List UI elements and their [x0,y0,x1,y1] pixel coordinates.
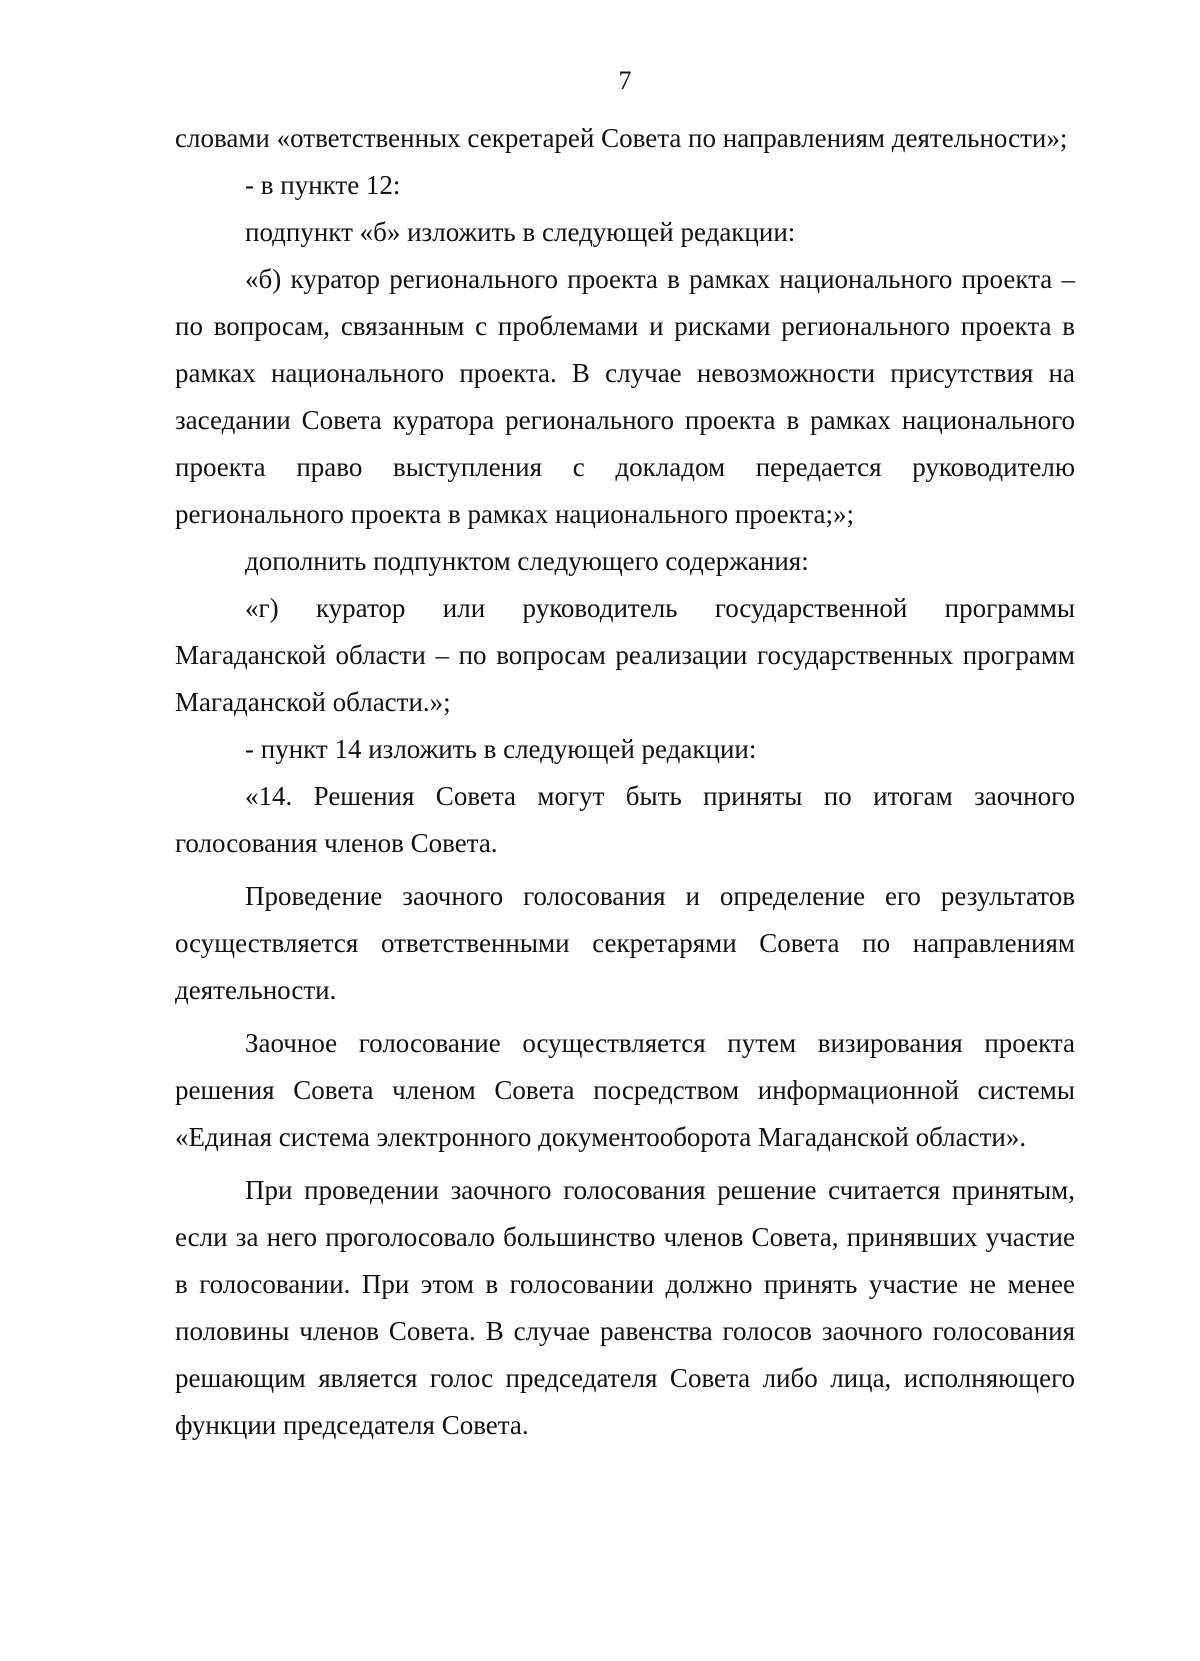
paragraph-voting-method: Заочное голосование осуществляется путем визирования проекта решения Совета членом Совета посредством информационной системы «Единая система электронного документооборота Магаданской области». [175,1028,1075,1152]
document-body [175,115,1075,1449]
paragraph-item-14-intro: - пункт 14 изложить в следующей редакции: [245,734,757,764]
paragraph-subitem-g-text: «г) куратор или руководитель государственной программы Магаданской области – по вопросам реализации государственных программ Магаданской области.»; [175,593,1075,717]
paragraph-item-12: - в пункте 12: [245,170,401,200]
paragraph-subitem-b-text: «б) куратор регионального проекта в рамках национального проекта – по вопросам, связанным с проблемами и рисками регионального проекта в рамках национального проекта. В случае невозможности присутствия на заседании Совета куратора регионального проекта в рамках национального проекта право выступления с докладом передается руководителю регионального проекта в рамках национального проекта;»; [175,264,1075,529]
paragraph-voting-conduct: Проведение заочного голосования и определение его результатов осуществляется ответственными секретарями Совета по направлениям деятельности. [175,881,1075,1005]
paragraph-add-subitem-intro: дополнить подпунктом следующего содержания: [245,546,809,576]
paragraph-continuation: словами «ответственных секретарей Совета по направлениям деятельности»; [175,123,1068,153]
paragraph-subitem-b-intro: подпункт «б» изложить в следующей редакции: [245,217,796,247]
paragraph-item-14-text: «14. Решения Совета могут быть приняты по итогам заочного голосования членов Совета. [175,781,1075,858]
page-number: 7 [618,66,632,95]
paragraph-voting-decision: При проведении заочного голосования решение считается принятым, если за него проголосовало большинство членов Совета, принявших участие в голосовании. При этом в голосовании должно принять участие не менее половины членов Совета. В случае равенства голосов заочного голосования решающим является голос председателя Совета либо лица, исполняющего функции председателя Совета. [175,1175,1075,1440]
